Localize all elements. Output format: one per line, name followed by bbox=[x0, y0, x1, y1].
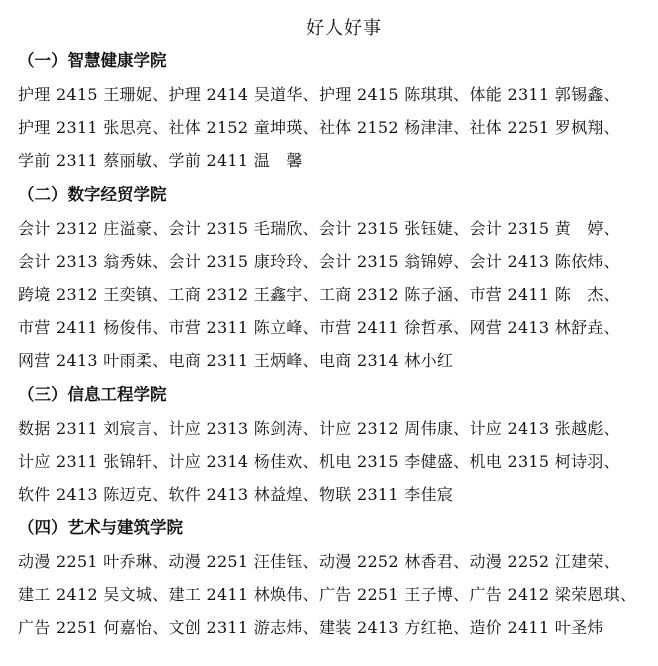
entry-line: 护理 2311 张思亮、社体 2152 童坤瑛、社体 2152 杨津津、社体 2251 罗枫翔、 bbox=[18, 118, 620, 138]
section-heading: （二）数字经贸学院 bbox=[18, 184, 167, 204]
entry-line: 护理 2415 王珊妮、护理 2414 吴道华、护理 2415 陈琪琪、体能 2311 郭锡鑫、 bbox=[18, 85, 620, 104]
entry-line: 数据 2311 刘宸言、计应 2313 陈剑涛、计应 2312 周伟康、计应 2413 张越彪、 bbox=[18, 418, 620, 438]
entry-line: 建工 2412 吴文城、建工 2411 林焕伟、广告 2251 王子博、广告 2412 梁荣恩琪、 bbox=[18, 585, 637, 605]
entry-line: 跨境 2312 王奕镇、工商 2312 王鑫宇、工商 2312 陈子涵、市营 2411 陈 杰、 bbox=[18, 284, 620, 304]
entry-line: 计应 2311 张锦轩、计应 2314 杨佳欢、机电 2315 李健盛、机电 2315 柯诗羽、 bbox=[18, 451, 620, 471]
entry-line: 软件 2413 陈迈克、软件 2413 林益煌、物联 2311 李佳宸 bbox=[18, 484, 454, 504]
section-heading: （四）艺术与建筑学院 bbox=[18, 518, 183, 538]
entry-line: 网营 2413 叶雨柔、电商 2311 王炳峰、电商 2314 林小红 bbox=[18, 351, 454, 371]
section-art-architecture bbox=[18, 511, 646, 645]
section-information-engineering bbox=[18, 378, 646, 512]
entry-line: 学前 2311 蔡丽敏、学前 2411 温 馨 bbox=[18, 151, 303, 171]
section-smart-health bbox=[18, 44, 646, 178]
section-heading: （一）智慧健康学院 bbox=[18, 51, 167, 70]
entry-line: 动漫 2251 叶乔琳、动漫 2251 汪佳钰、动漫 2252 林香君、动漫 2252 江建荣、 bbox=[18, 552, 620, 572]
document bbox=[18, 14, 646, 645]
entry-line: 会计 2312 庄溢豪、会计 2315 毛瑞欣、会计 2315 张钰婕、会计 2315 黄 婷、 bbox=[18, 218, 620, 238]
entry-line: 广告 2251 何嘉怡、文创 2311 游志炜、建装 2413 方红艳、造价 2411 叶圣炜 bbox=[18, 618, 604, 638]
document-title: 好人好事 bbox=[306, 18, 382, 39]
section-digital-trade bbox=[18, 178, 646, 378]
entry-line: 会计 2313 翁秀妹、会计 2315 康玲玲、会计 2315 翁锦婷、会计 2413 陈依炜、 bbox=[18, 251, 620, 271]
entry-line: 市营 2411 杨俊伟、市营 2311 陈立峰、市营 2411 徐哲承、网营 2413 林舒垚、 bbox=[18, 318, 620, 338]
section-heading: （三）信息工程学院 bbox=[18, 384, 167, 404]
